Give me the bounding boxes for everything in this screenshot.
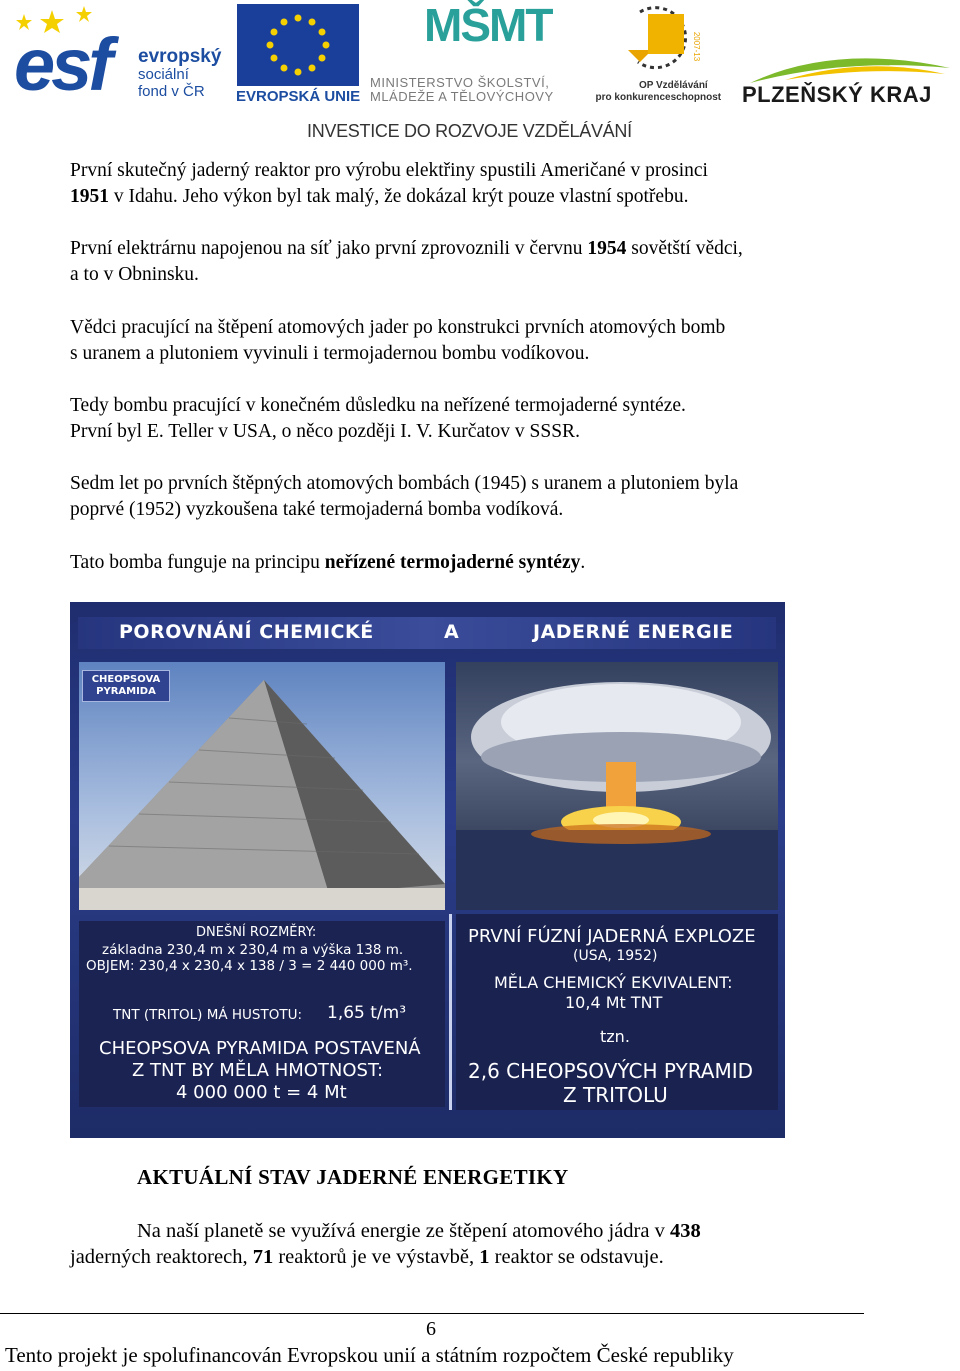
stats-text2: jaderných reaktorech,: [70, 1246, 253, 1268]
figure-title-left: POROVNÁNÍ CHEMICKÉ: [119, 621, 374, 643]
figure-title-mid: A: [444, 621, 460, 643]
dims-base: základna 230,4 m x 230,4 m a výška 138 m.: [102, 942, 404, 958]
explosion-line2: (USA, 1952): [573, 948, 658, 964]
p4-line1: Tedy bombu pracující v konečném důsledku na neřízené termojaderné syntéze.: [70, 395, 686, 416]
p2-line1-end: sovětští vědci,: [626, 238, 743, 259]
esf-text: [138, 48, 221, 100]
tnt-density-label: TNT (TRITOL) MÁ HUSTOTU:: [113, 1007, 303, 1023]
explosion-line5: tzn.: [600, 1027, 630, 1046]
paragraph-3: [70, 315, 870, 367]
volume: OBJEM: 230,4 x 230,4 x 138 / 3 = 2 440 000 m³.: [86, 958, 413, 974]
p6-text: Tato bomba funguje na principu: [70, 552, 325, 573]
op-text: [595, 80, 727, 104]
op-line2: pro konkurenceschopnost: [595, 92, 722, 103]
p3-line2: s uranem a plutoniem vyvinuli i termojadernou bombu vodíkovou.: [70, 343, 590, 364]
fusion-explosion-photo: [456, 662, 778, 910]
eu-label: EVROPSKÁ UNIE: [236, 88, 361, 105]
explosion-line3: MĚLA CHEMICKÝ EKVIVALENT:: [494, 973, 733, 992]
dims-title: DNEŠNÍ ROZMĚRY:: [196, 925, 317, 940]
paragraph-4: [70, 393, 870, 445]
p5-line1: Sedm let po prvních štěpných atomových bombách (1945) s uranem a plutoniem byla: [70, 473, 739, 494]
esf-logo: [14, 4, 229, 104]
msmt-text: [370, 76, 554, 104]
pyramid-label: CHEOPSOVA PYRAMIDA: [82, 670, 170, 702]
p6-bold: neřízené termojaderné syntézy: [324, 552, 581, 573]
pyramid-tnt-line1: CHEOPSOVA PYRAMIDA POSTAVENÁ: [99, 1038, 421, 1059]
op-years: 2007-13: [692, 31, 702, 62]
footer-text: Tento projekt je spolufinancován Evropskou unií a státním rozpočtem České republiky: [5, 1343, 734, 1367]
paragraph-2: [70, 236, 870, 288]
op-logo: [590, 2, 730, 106]
explosion-line6: 2,6 CHEOPSOVÝCH PYRAMID: [468, 1059, 754, 1083]
paragraph-1: [70, 158, 870, 210]
investment-slogan: INVESTICE DO ROZVOJE VZDĚLÁVÁNÍ: [307, 121, 632, 141]
p1-year: 1951: [70, 186, 109, 207]
eu-stars-icon: [237, 4, 359, 86]
stats-text3: reaktorů je ve výstavbě,: [273, 1246, 480, 1268]
p1-line1: První skutečný jaderný reaktor pro výrobu elektřiny spustili Američané v prosinci: [70, 160, 708, 181]
op-line1: OP Vzdělávání: [638, 80, 708, 91]
explosion-line1: PRVNÍ FÚZNÍ JADERNÁ EXPLOZE: [468, 926, 756, 947]
page-number: 6: [426, 1318, 436, 1340]
p2-line1: První elektrárnu napojenou na síť jako první zprovoznili v červnu: [70, 238, 588, 259]
esf-line3: fond v ČR: [138, 83, 205, 100]
tnt-density-value: 1,65 t/m³: [327, 1003, 407, 1023]
stats-under-construction: 71: [252, 1246, 274, 1268]
esf-line2: sociální: [138, 66, 189, 83]
logo-header: [0, 0, 960, 150]
stats-text1: Na naší planetě se využívá energie ze štěpení atomového jádra v: [137, 1220, 670, 1242]
stats-text4: reaktor se odstavuje.: [489, 1246, 664, 1268]
energy-comparison-figure: [70, 602, 785, 1138]
reactor-stats-paragraph: [70, 1218, 870, 1270]
paragraph-6: [70, 550, 870, 576]
footer-rule: [0, 1313, 864, 1314]
p3-line1: Vědci pracující na štěpení atomových jader po konstrukci prvních atomových bomb: [70, 317, 726, 338]
stats-shutting-down: 1: [479, 1246, 490, 1268]
op-mark-icon: [610, 2, 720, 80]
msmt-mark: MŠMT: [424, 0, 552, 51]
section-heading: AKTUÁLNÍ STAV JADERNÉ ENERGETIKY: [137, 1165, 569, 1189]
stats-reactors-count: 438: [669, 1220, 701, 1242]
p1-line2: v Idahu. Jeho výkon byl tak malý, že dokázal krýt pouze vlastní spotřebu.: [109, 186, 689, 207]
eu-flag: [237, 4, 359, 86]
paragraph-5: [70, 471, 870, 523]
pk-label: PLZEŇSKÝ KRAJ: [742, 82, 932, 107]
pyramid-tnt-line3: 4 000 000 t = 4 Mt: [176, 1082, 347, 1103]
pyramid-tnt-line2: Z TNT BY MĚLA HMOTNOST:: [132, 1060, 384, 1081]
p2-year: 1954: [587, 238, 627, 259]
msmt-line1: MINISTERSTVO ŠKOLSTVÍ,: [370, 75, 550, 90]
figure-divider: [449, 914, 452, 1110]
explosion-line4: 10,4 Mt TNT: [565, 993, 663, 1012]
p4-line2: První byl E. Teller v USA, o něco později I. V. Kurčatov v SSSR.: [70, 421, 580, 442]
esf-letters: esf: [14, 23, 109, 106]
esf-line1: evropský: [138, 46, 222, 67]
p6-end: .: [580, 552, 586, 573]
mushroom-cloud-image: [456, 662, 778, 910]
p2-line2: a to v Obninsku.: [70, 264, 199, 285]
explosion-line7: Z TRITOLU: [563, 1083, 668, 1107]
figure-title-right: JADERNÉ ENERGIE: [533, 621, 734, 643]
p5-line2: poprvé (1952) vyzkoušena také termojaderná bomba vodíková.: [70, 499, 564, 520]
figure-title-bar: [78, 617, 776, 649]
msmt-line2: MLÁDEŽE A TĚLOVÝCHOVY: [370, 89, 554, 104]
